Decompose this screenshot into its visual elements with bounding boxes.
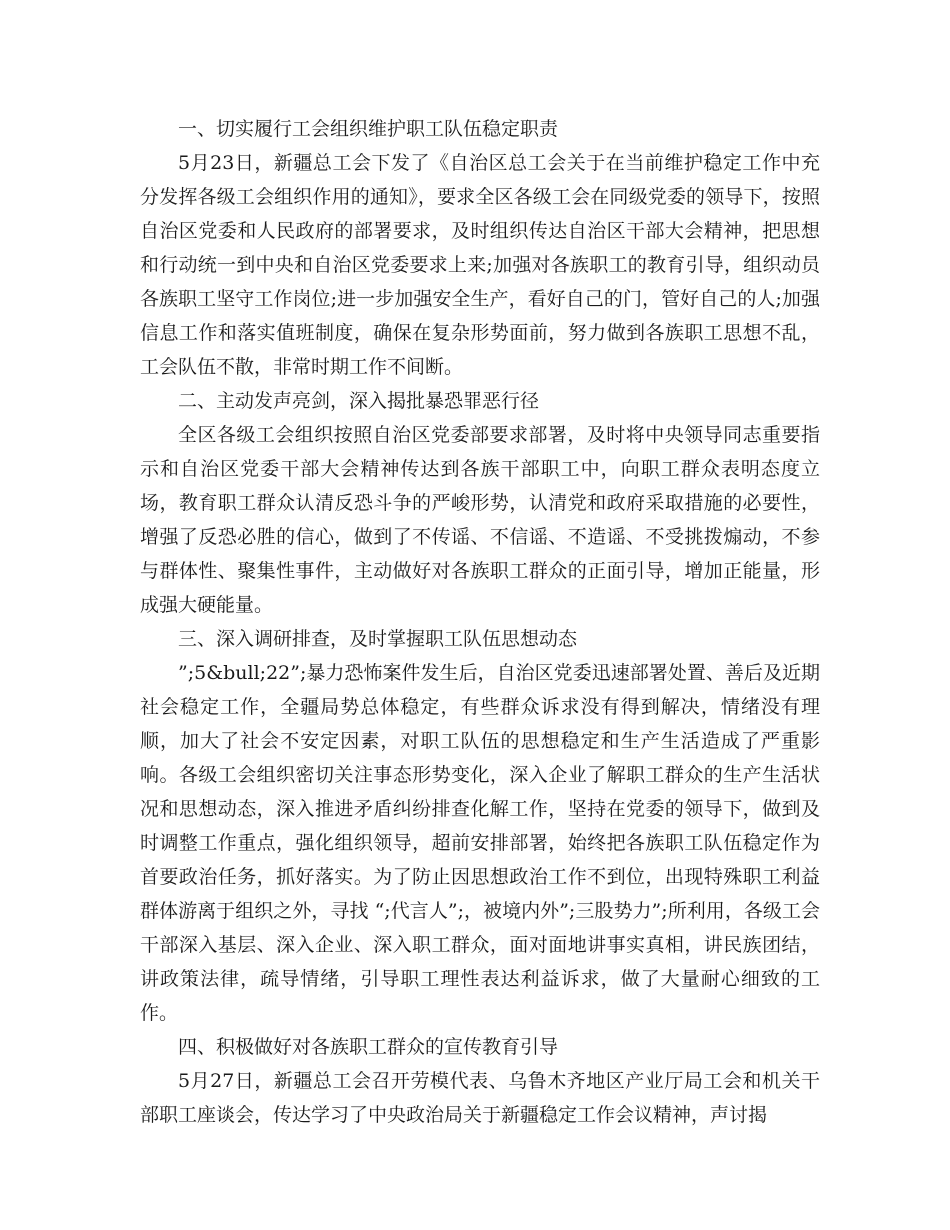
section-heading-2: 二、主动发声亮剑，深入揭批暴恐罪恶行径 bbox=[178, 390, 540, 412]
document-body bbox=[140, 112, 820, 1132]
section-heading-1: 一、切实履行工会组织维护职工队伍稳定职责 bbox=[178, 118, 559, 140]
section-heading-4: 四、积极做好对各族职工群众的宣传教育引导 bbox=[178, 1036, 559, 1058]
section-1-paragraph: 5月23日，新疆总工会下发了《自治区总工会关于在当前维护稳定工作中充分发挥各级工会组织作用的通知》，要求全区各级工会在同级党委的领导下，按照自治区党委和人民政府的部署要求，及时组织传达自治区干部大会精神，把思想和行动统一到中央和自治区党委要求上来;加强对各族职工的教育引导，组织动员各族职工坚守工作岗位;进一步加强安全生产，看好自己的门，管好自己的人;加强信息工作和落实值班制度，确保在复杂形势面前，努力做到各族职工思想不乱，工会队伍不散，非常时期工作不间断。 bbox=[140, 152, 820, 378]
section-4-paragraph: 5月27日，新疆总工会召开劳模代表、乌鲁木齐地区产业厅局工会和机关干部职工座谈会，传达学习了中央政治局关于新疆稳定工作会议精神，声讨揭 bbox=[140, 1070, 820, 1126]
section-2-paragraph: 全区各级工会组织按照自治区党委部要求部署，及时将中央领导同志重要指示和自治区党委干部大会精神传达到各族干部职工中，向职工群众表明态度立场，教育职工群众认清反恐斗争的严峻形势，认清党和政府采取措施的必要性，增强了反恐必胜的信心，做到了不传谣、不信谣、不造谣、不受挑拨煽动，不参与群体性、聚集性事件，主动做好对各族职工群众的正面引导，增加正能量，形成强大硬能量。 bbox=[140, 424, 820, 616]
section-heading-3: 三、深入调研排查，及时掌握职工队伍思想动态 bbox=[178, 628, 578, 650]
section-3-paragraph: ”;5&bull;22”;暴力恐怖案件发生后，自治区党委迅速部署处置、善后及近期社会稳定工作，全疆局势总体稳定，有些群众诉求没有得到解决，情绪没有理顺，加大了社会不安定因素，对职工队伍的思想稳定和生产生活造成了严重影响。各级工会组织密切关注事态形势变化，深入企业了解职工群众的生产生活状况和思想动态，深入推进矛盾纠纷排查化解工作，坚持在党委的领导下，做到及时调整工作重点，强化组织领导，超前安排部署，始终把各族职工队伍稳定作为首要政治任务，抓好落实。为了防止因思想政治工作不到位，出现特殊职工利益群体游离于组织之外，寻找 “;代言人”;，被境内外”;三股势力”;所利用，各级工会干部深入基层、深入企业、深入职工群众，面对面地讲事实真相，讲民族团结，讲政策法律，疏导情绪，引导职工理性表达利益诉求，做了大量耐心细致的工作。 bbox=[140, 662, 820, 1024]
